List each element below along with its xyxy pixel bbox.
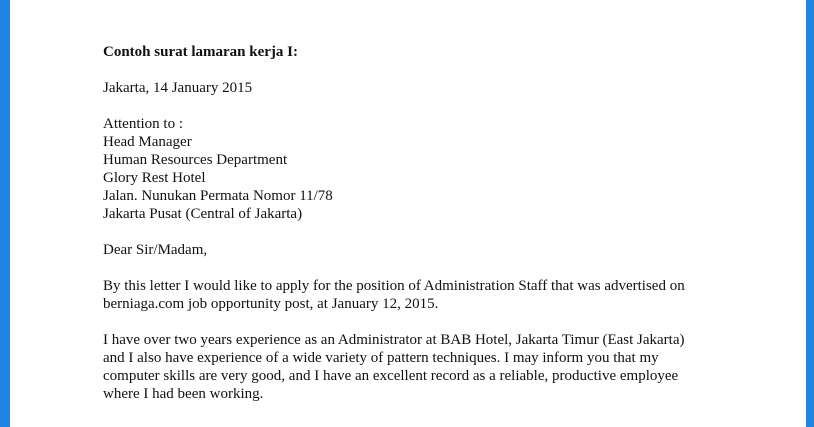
left-border-bar (0, 0, 10, 427)
paragraph-line: where I had been working. (103, 386, 264, 402)
address-line: Jakarta Pusat (Central of Jakarta) (103, 206, 303, 222)
spacer (103, 313, 743, 331)
salutation: Dear Sir/Madam, (103, 242, 208, 258)
spacer (103, 61, 743, 79)
paragraph-experience (103, 331, 743, 403)
paragraph-line: computer skills are very good, and I have an excellent record as a reliable, productive employee (103, 368, 679, 384)
right-border-bar (806, 0, 814, 427)
paragraph-line: and I also have experience of a wide variety of pattern techniques. I may inform you that my (103, 350, 659, 366)
recipient-address (103, 115, 743, 223)
spacer (103, 223, 743, 241)
paragraph-line: berniaga.com job opportunity post, at January 12, 2015. (103, 296, 439, 312)
attention-line: Attention to : (103, 116, 183, 132)
spacer (103, 259, 743, 277)
address-line: Glory Rest Hotel (103, 170, 206, 186)
address-line: Head Manager (103, 134, 192, 150)
letter-heading: Contoh surat lamaran kerja I: (103, 44, 298, 60)
spacer (103, 97, 743, 115)
letter-page (103, 43, 743, 403)
address-line: Jalan. Nunukan Permata Nomor 11/78 (103, 188, 333, 204)
paragraph-application (103, 277, 743, 313)
paragraph-line: I have over two years experience as an Administrator at BAB Hotel, Jakarta Timur (East Jakarta) (103, 332, 685, 348)
address-line: Human Resources Department (103, 152, 288, 168)
paragraph-line: By this letter I would like to apply for the position of Administration Staff that was advertised on (103, 278, 685, 294)
date-line: Jakarta, 14 January 2015 (103, 80, 253, 96)
